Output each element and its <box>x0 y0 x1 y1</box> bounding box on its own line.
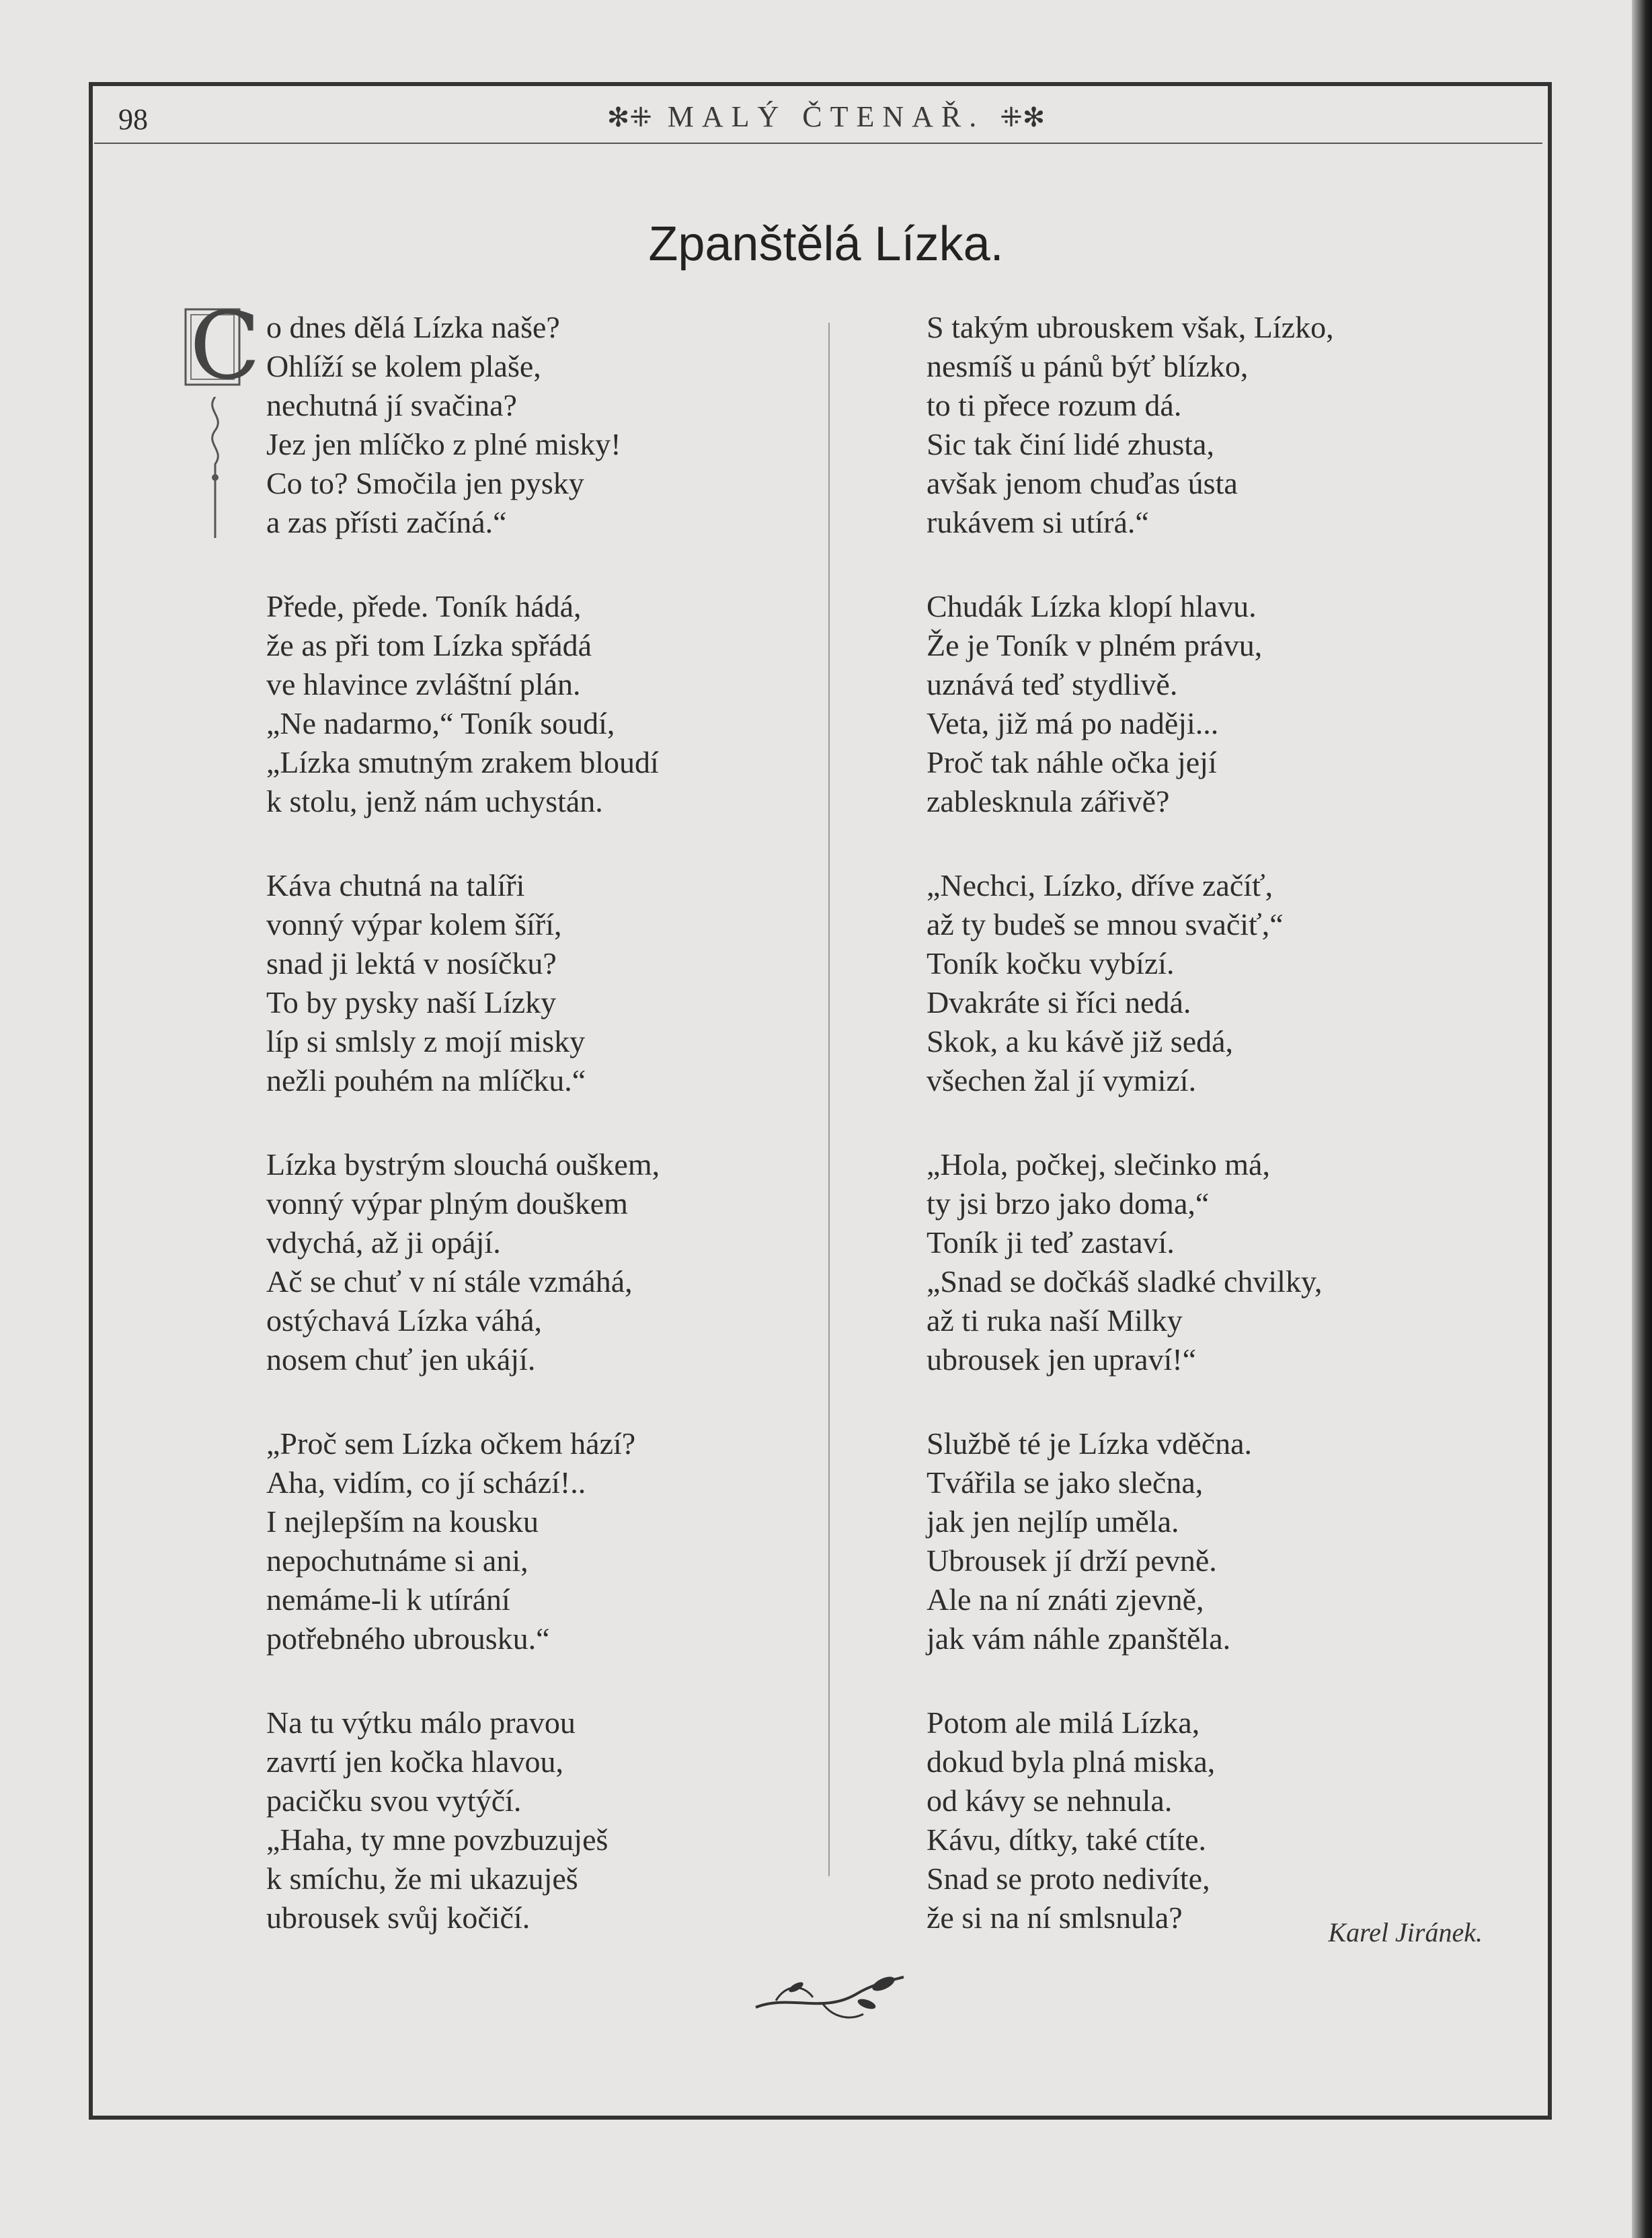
poem-line: I nejlepším na kousku <box>266 1504 539 1539</box>
page-number: 98 <box>118 103 148 136</box>
poem-line: Veta, již má po naději... <box>927 706 1219 740</box>
poem-line: ty jsi brzo jako doma,“ <box>927 1186 1210 1221</box>
poem-line: potřebného ubrousku.“ <box>266 1621 550 1656</box>
stanza <box>266 1703 925 1937</box>
running-head <box>0 100 1652 134</box>
poem-line: Toník kočku vybízí. <box>927 946 1175 980</box>
poem-line: Ač se chuť v ní stále vzmáhá, <box>266 1264 633 1299</box>
poem-line: ostýchavá Lízka váhá, <box>266 1303 542 1338</box>
stanza <box>266 308 925 542</box>
stanza <box>927 1145 1585 1379</box>
poem-right-column <box>927 308 1585 1982</box>
poem-line: Dvakráte si říci nedá. <box>927 985 1191 1019</box>
poem-line: uznává teď stydlivě. <box>927 667 1178 701</box>
poem-line: „Ne nadarmo,“ Toník soudí, <box>266 706 615 740</box>
poem-line: „Haha, ty mne povzbuzuješ <box>266 1822 608 1857</box>
poem-line: že as při tom Lízka spřádá <box>266 628 592 662</box>
poem-line: Chudák Lízka klopí hlavu. <box>927 589 1257 623</box>
stanza <box>927 1424 1585 1658</box>
poem-line: Přede, přede. Toník hádá, <box>266 589 582 623</box>
poem-line: Potom ale milá Lízka, <box>927 1705 1200 1740</box>
poem-line: a zas přísti začíná.“ <box>266 505 507 539</box>
stanza <box>266 1145 925 1379</box>
poem-line: pacičku svou vytýčí. <box>266 1783 522 1818</box>
poem-line: nežli pouhém na mlíčku.“ <box>266 1063 586 1097</box>
stanza <box>927 308 1585 542</box>
poem-line: Ohlíží se kolem plaše, <box>266 349 541 383</box>
stanza <box>266 866 925 1100</box>
poem-line: Co to? Smočila jen pysky <box>266 466 584 500</box>
stanza <box>927 1703 1585 1937</box>
poem-line: dokud byla plná miska, <box>927 1744 1216 1779</box>
poem-line: vonný výpar plným douškem <box>266 1186 628 1221</box>
poem-line: všechen žal jí vymizí. <box>927 1063 1197 1097</box>
poem-line: Kávu, dítky, také ctíte. <box>927 1822 1206 1857</box>
stanza <box>927 866 1585 1100</box>
page-gutter-shadow <box>1632 0 1652 2238</box>
poem-line: zavrtí jen kočka hlavou, <box>266 1744 563 1779</box>
poem-line: nosem chuť jen ukájí. <box>266 1342 536 1377</box>
poem-line: Jez jen mlíčko z plné misky! <box>266 427 621 461</box>
header-ornament-right-icon: ⁜✻ <box>1000 102 1046 132</box>
poem-line: od kávy se nehnula. <box>927 1783 1173 1818</box>
poem-line: až ti ruka naší Milky <box>927 1303 1183 1338</box>
poem-line: Proč tak náhle očka její <box>927 745 1217 779</box>
poem-line: nemáme-li k utírání <box>266 1582 510 1617</box>
poem-line: snad ji lektá v nosíčku? <box>266 946 557 980</box>
poem-line: líp si smlsly z mojí misky <box>266 1024 586 1058</box>
poem-line: Káva chutná na talíři <box>266 868 525 902</box>
poem-line: to ti přece rozum dá. <box>927 388 1182 422</box>
floral-end-ornament-icon <box>749 1967 910 2028</box>
poem-line: Tvářila se jako slečna, <box>927 1465 1204 1500</box>
poem-line: Snad se proto nedivíte, <box>927 1861 1210 1896</box>
poem-line: Ale na ní znáti zjevně, <box>927 1582 1204 1617</box>
drop-cap-letter: C <box>190 292 261 400</box>
poem-line: Na tu výtku málo pravou <box>266 1705 576 1740</box>
poem-line: „Proč sem Lízka očkem hází? <box>266 1426 636 1461</box>
poem-line: ve hlavince zvláštní plán. <box>266 667 581 701</box>
poem-line: o dnes dělá Lízka naše? <box>266 310 560 344</box>
poem-line: „Nechci, Lízko, dříve začíť, <box>927 868 1273 902</box>
poem-line: ubrousek jen upraví!“ <box>927 1342 1197 1377</box>
poem-line: S takým ubrouskem však, Lízko, <box>927 310 1334 344</box>
poem-line: Že je Toník v plném právu, <box>927 628 1263 662</box>
poem-line: Sic tak činí lidé zhusta, <box>927 427 1214 461</box>
stanza <box>266 1424 925 1658</box>
stanza <box>927 587 1585 821</box>
poem-line: Službě té je Lízka vděčna. <box>927 1426 1253 1461</box>
stanza <box>266 587 925 821</box>
poem-line: Toník ji teď zastaví. <box>927 1225 1175 1260</box>
poem-line: rukávem si utírá.“ <box>927 505 1149 539</box>
drop-cap-flourish-icon <box>202 397 229 538</box>
poem-line: vonný výpar kolem šíří, <box>266 907 562 941</box>
header-ornament-left-icon: ✻⁜ <box>606 102 652 132</box>
poem-line: vdychá, až ji opájí. <box>266 1225 501 1260</box>
poem-line: Ubrousek jí drží pevně. <box>927 1543 1217 1578</box>
poem-line: jak jen nejlíp uměla. <box>927 1504 1179 1539</box>
poem-line: nechutná jí svačina? <box>266 388 517 422</box>
poem-line: k stolu, jenž nám uchystán. <box>266 784 603 818</box>
poem-line: avšak jenom chuďas ústa <box>927 466 1238 500</box>
poem-line: zablesknula zářivě? <box>927 784 1170 818</box>
poem-line: Aha, vidím, co jí schází!.. <box>266 1465 586 1500</box>
running-title: MALÝ ČTENAŘ. <box>667 100 985 133</box>
poem-line: nesmíš u pánů býť blízko, <box>927 349 1249 383</box>
poem-line: nepochutnáme si ani, <box>266 1543 528 1578</box>
poem-line: „Snad se dočkáš sladké chvilky, <box>927 1264 1323 1299</box>
poem-line: Skok, a ku kávě již sedá, <box>927 1024 1234 1058</box>
author-signature: Karel Jiránek. <box>1328 1917 1483 1947</box>
poem-title: Zpanštělá Lízka. <box>648 217 1004 271</box>
poem-line: „Hola, počkej, slečinko má, <box>927 1147 1270 1182</box>
poem-line: až ty budeš se mnou svačiť,“ <box>927 907 1284 941</box>
header-rule <box>94 143 1542 144</box>
poem-line: k smíchu, že mi ukazuješ <box>266 1861 578 1896</box>
poem-line: že si na ní smlsnula? <box>927 1900 1183 1935</box>
poem-left-column <box>266 308 925 1982</box>
poem-line: jak vám náhle zpanštěla. <box>927 1621 1231 1656</box>
poem-line: „Lízka smutným zrakem bloudí <box>266 745 659 779</box>
poem-line: To by pysky naší Lízky <box>266 985 557 1019</box>
poem-line: ubrousek svůj kočičí. <box>266 1900 530 1935</box>
poem-line: Lízka bystrým slouchá ouškem, <box>266 1147 660 1182</box>
